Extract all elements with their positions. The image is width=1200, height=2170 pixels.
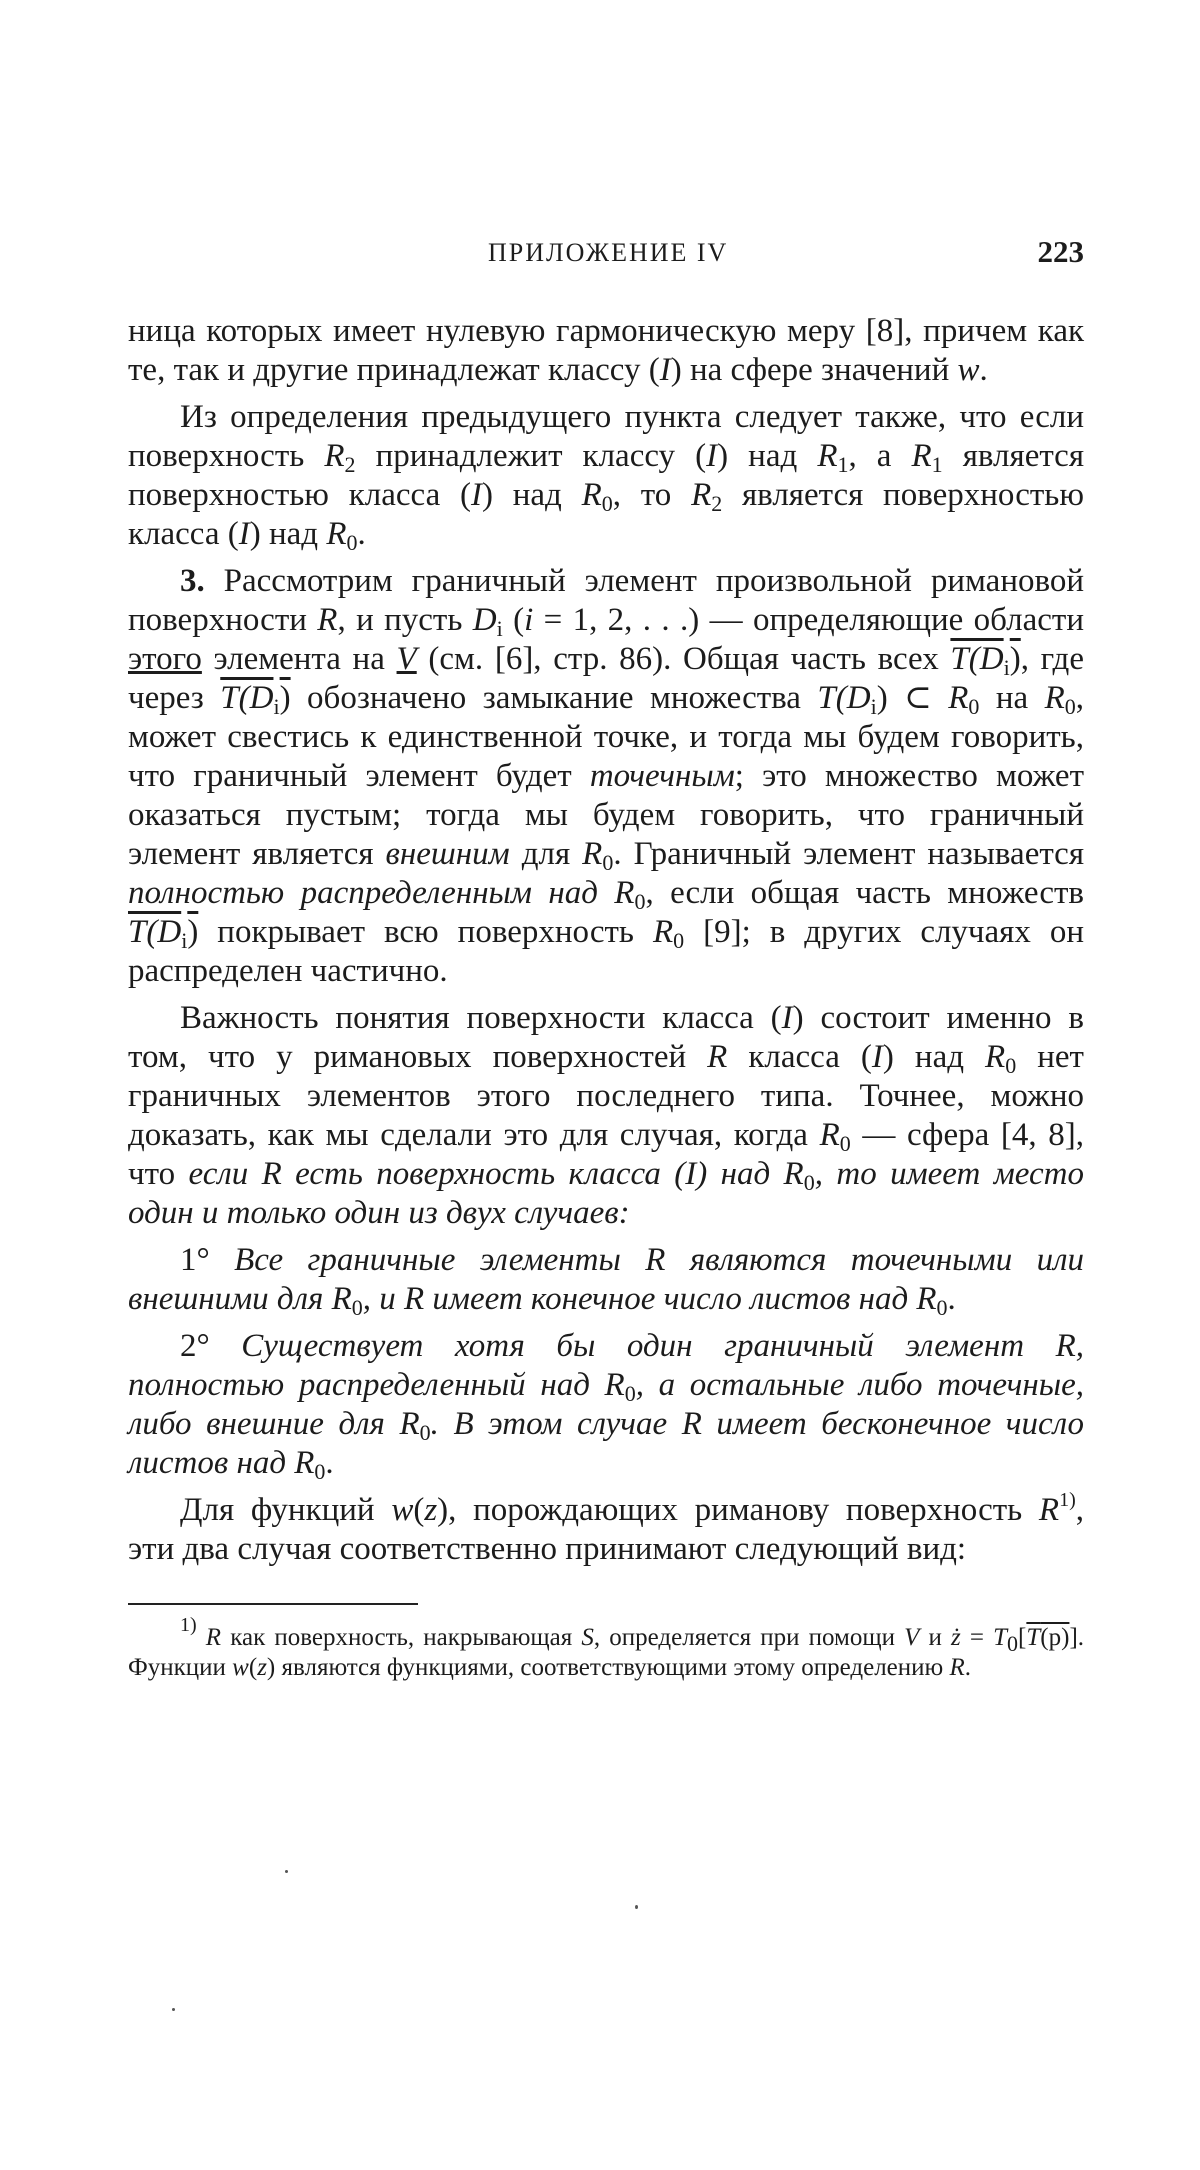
text-run: 0 [351,1295,363,1320]
text-run: z [257,1654,267,1681]
text-run: ) состоит именно в том, что у римановых поверхностей [128,1000,1084,1075]
text-run: 2 [344,452,356,477]
text-run: (см. [6], стр. 86). Общая часть всех [416,641,951,677]
footnote [128,1614,1085,1683]
text-run: , то имеет место один и только один из двух случаев: [128,1156,1084,1231]
text-run: ]. Функции [128,1624,1085,1681]
text-run: , может свестись к единственной точке, и тогда мы будем говорить, что граничный элемент будет [128,680,1084,794]
text-run: Для функций [180,1492,392,1528]
text-run: ) на сфере значений [670,352,958,388]
text-run: 2° [180,1328,242,1364]
body-text [128,312,1084,1569]
text-run: I [706,438,718,474]
text-run: = 1, 2, . . .) — определяющие области [533,602,1084,638]
text-run: R [614,875,635,911]
text-run: этого [128,641,202,677]
text-run [197,1624,206,1651]
text-run: как поверхность, накрывающая [221,1624,582,1651]
text-run: Все граничные элементы R являются точечными или внешними для R [128,1242,1084,1317]
text-run: . [357,516,366,552]
text-run: ż [951,1624,961,1651]
text-run: R [581,477,602,513]
running-title: ПРИЛОЖЕНИЕ IV [488,238,729,267]
text-run: ) [187,914,199,950]
text-run: V [396,641,417,677]
paragraph [128,1327,1084,1483]
text-run: , и R имеет конечное число листов над R [362,1281,937,1317]
text-run: и [919,1624,952,1651]
text-run: T(D [950,641,1004,677]
text-run: 1) [180,1614,197,1636]
text-run: Важность понятия поверхности класса ( [180,1000,782,1036]
text-run: 0 [1007,1631,1019,1656]
text-run: 0 [624,1381,636,1406]
running-header [128,234,1084,278]
text-run: , если общая часть множеств [645,875,1085,911]
text-run: $\overline{T}$ [1026,1624,1041,1651]
text-run: обозначено замыкание множества [290,680,818,716]
text-run: w [232,1654,249,1681]
text-run: ница которых имеет нулевую гармоническую меру [8], причем как те, так и другие принадлежат классу ( [128,313,1084,388]
text-run: , а [848,438,912,474]
text-run: ) над [717,438,818,474]
text-run: i [496,616,503,641]
text-run: R [691,477,712,513]
text-run: ), порождающих риманову поверхность [437,1492,1039,1528]
page [128,234,1085,1683]
text-run: 3. [180,563,205,599]
text-run: 0 [968,694,980,719]
text-run: ) являются функциями, соответствующими этому определению [266,1654,950,1681]
text-run: 0 [1005,1053,1017,1078]
text-run: полностью распределенным над [128,875,598,911]
text-run: Существует хотя бы один граничный элемент R, полностью распределенный над R [128,1328,1084,1403]
text-run: w [957,352,980,388]
text-run: D [472,602,497,638]
paragraph [128,999,1084,1233]
text-run: R [948,680,969,716]
text-run: Из определения предыдущего пункта следует также, что если поверхность [128,399,1084,474]
text-run: V [904,1624,920,1651]
text-run: T(D [128,914,182,950]
text-run: , где через [128,641,1084,716]
text-run [598,875,614,911]
text-run: 0 [673,928,685,953]
text-run: R [1044,680,1065,716]
text-run: ; это множество может оказаться пустым; тогда мы будем говорить, что граничный элемент является [128,758,1084,872]
text-run: [ [1018,1624,1027,1651]
text-run: R [317,602,338,638]
text-run: ) [1009,641,1021,677]
text-run: . В этом случае R имеет бесконечное число листов над R [128,1406,1084,1481]
text-run: класса ( [727,1039,872,1075]
text-run: I [659,352,671,388]
text-run: R [985,1039,1006,1075]
text-run: T(D [220,680,274,716]
text-run: 0 [936,1295,948,1320]
text-run: на [979,680,1045,716]
text-run: i [870,694,877,719]
text-run: если R есть поверхность класса (I) над R [188,1156,804,1192]
text-run: i [181,928,188,953]
text-run: i [273,694,280,719]
text-run: [9]; в других случаях он распределен частично. [128,914,1084,989]
text-run: . [325,1445,334,1481]
text-run: 1 [931,452,943,477]
text-run: R [652,914,674,950]
text-run: ) над [481,477,582,513]
text-run: 2 [711,491,723,516]
text-run: является поверхностью класса ( [128,438,1084,513]
page-number: 223 [1037,234,1084,269]
text-run: . [979,352,988,388]
text-run: 0 [839,1131,851,1156]
text-run: элемента на [201,641,397,677]
text-run: внешним [385,836,510,872]
text-run: 1) [1059,1489,1076,1511]
text-run: — сфера [4, 8], что [128,1117,1084,1192]
text-run: R [911,438,932,474]
text-run: i [1003,655,1010,680]
text-run: R [326,516,347,552]
text-run: 0 [1064,694,1076,719]
footnote-text [128,1614,1085,1683]
text-run: R [582,836,603,872]
text-run: ) ⊂ [876,680,949,716]
text-run: = [960,1624,994,1651]
text-run: w [391,1492,414,1528]
text-run: R [324,438,345,474]
text-run: нет граничных элементов этого последнего типа. Точнее, можно доказать, как мы сделали это для случая, когда [128,1039,1084,1153]
text-run: , и пусть [337,602,473,638]
text-run: 1° [180,1242,235,1278]
footnote-rule [128,1603,418,1605]
text-run: S [581,1624,594,1651]
text-run: R [707,1039,728,1075]
paragraph [128,1491,1084,1569]
paragraph [128,312,1084,390]
text-run: , то [612,477,692,513]
text-run: 0 [803,1170,815,1195]
text-run: . [947,1281,956,1317]
text-run: 1 [837,452,849,477]
text-run: 0 [346,530,358,555]
text-run: ) над [249,516,327,552]
text-run: z [424,1492,438,1528]
text-run: R [949,1654,965,1681]
paragraph [128,562,1084,991]
text-run: , а остальные либо точечные, либо внешние для R [128,1367,1084,1442]
text-run: . Граничный элемент называется [613,836,1084,872]
text-run: точечным [589,758,735,794]
text-run: , эти два случая соответственно принимают следующий вид: [128,1492,1085,1567]
text-run: , определяется при помощи [593,1624,905,1651]
text-run: является поверхностью класса ( [128,477,1084,552]
text-run: 0 [419,1420,431,1445]
text-run: 0 [314,1459,326,1484]
text-run: покрывает всю поверхность [198,914,653,950]
text-run: ) [279,680,291,716]
paragraph [128,398,1084,554]
text-run: Рассмотрим граничный элемент произвольной римановой поверхности [128,563,1084,638]
text-run: R [1038,1492,1060,1528]
text-run: ) над [882,1039,986,1075]
text-run: ( [248,1654,258,1681]
paragraph [128,1241,1084,1319]
text-run: для [509,836,583,872]
text-run: T(D [817,680,871,716]
text-run: I [781,1000,793,1036]
text-run: 0 [634,889,646,914]
text-run: I [238,516,250,552]
text-run: ( [502,602,525,638]
text-run: 0 [601,491,613,516]
text-run: i [524,602,534,638]
text-run: ( [413,1492,425,1528]
text-run: T [993,1624,1008,1651]
text-run: R [205,1624,222,1651]
text-run: I [470,477,482,513]
text-run: принадлежит классу ( [355,438,707,474]
text-run: (p) [1040,1624,1070,1651]
text-run: R [817,438,838,474]
text-run: . [964,1654,971,1681]
text-run: 0 [602,850,614,875]
text-run: R [819,1117,840,1153]
text-run: I [871,1039,883,1075]
